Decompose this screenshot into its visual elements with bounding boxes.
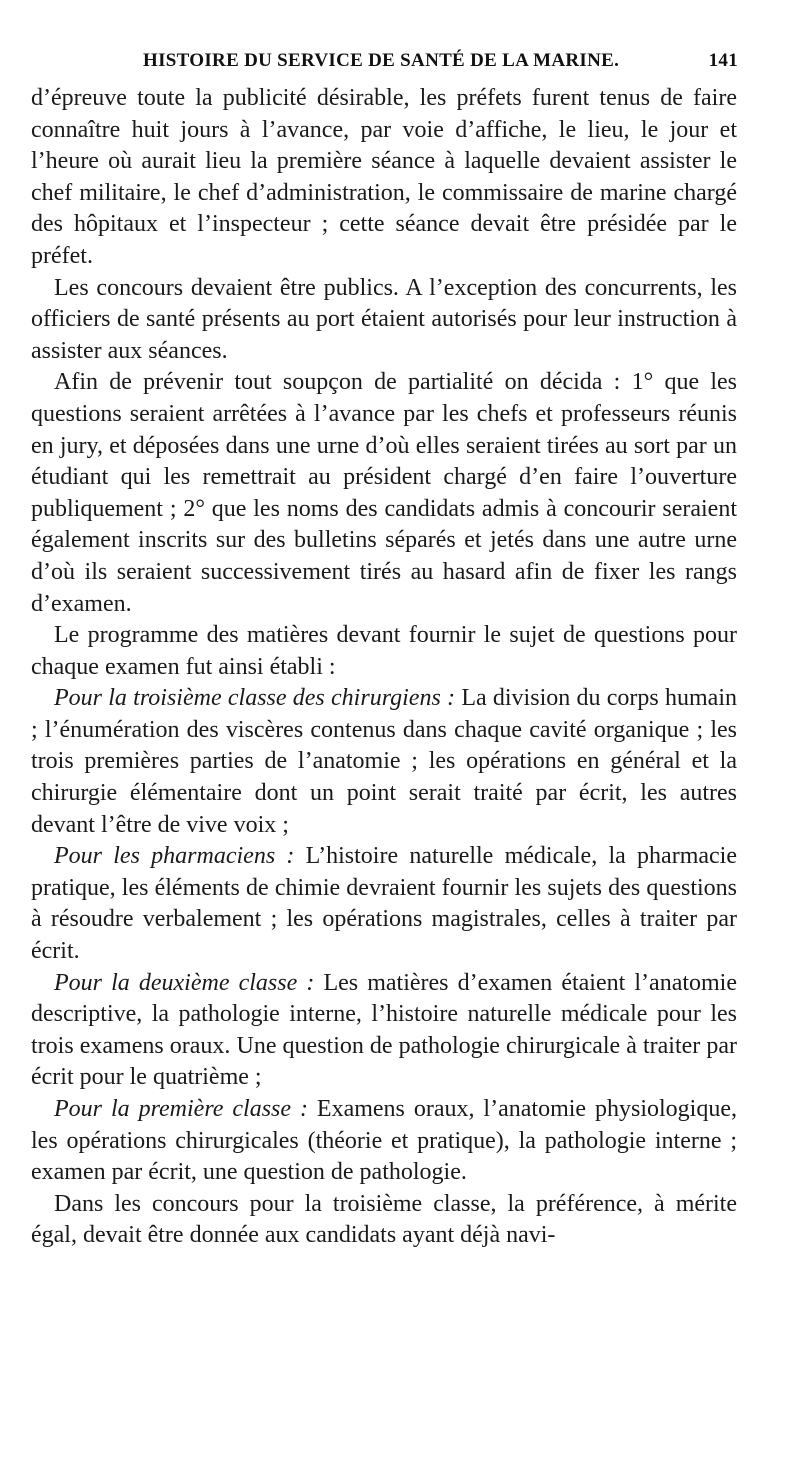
paragraph-8: Pour la première classe : Examens oraux, l’anatomie physiologique, les opérations chirurgicales (théorie et pratique), la pathologie interne ; examen par écrit, une question de pathologie.: [31, 1096, 737, 1186]
paragraph-lead: Pour la première classe :: [54, 1096, 308, 1122]
paragraph-7: Pour la deuxième classe : Les matières d’examen étaient l’anatomie descriptive, la pathologie interne, l’histoire naturelle médicale pour les trois examens oraux. Une question de pathologie chirurgicale à traiter par écrit pour le quatrième ;: [31, 969, 738, 1091]
running-title: HISTOIRE DU SERVICE DE SANTÉ DE LA MARINE.: [143, 50, 620, 71]
paragraph-9: Dans les concours pour la troisième classe, la préférence, à mérite égal, devait être donnée aux candidats ayant déjà navi-: [31, 1190, 737, 1249]
page-number: 141: [708, 50, 738, 71]
paragraph-4: Le programme des matières devant fournir le sujet de questions pour chaque examen fut ainsi établi :: [31, 622, 737, 680]
body-text: [31, 83, 737, 1252]
paragraph-2: Les concours devaient être publics. A l’exception des concurrents, les officiers de santé présents au port étaient autorisés pour leur instruction à assister aux séances.: [31, 274, 737, 364]
paragraph-lead: Pour les pharmaciens :: [54, 843, 295, 870]
paragraph-5: Pour la troisième classe des chirurgiens : La division du corps humain ; l’énumération des viscères contenus dans chaque cavité organique ; les trois premières parties de l’anatomie ; les opérations en général et la chirurgie élémentaire dont un point serait traité par écrit, les autres devant l’être de vive voix ;: [31, 685, 737, 838]
paragraph-lead: Pour la deuxième classe :: [54, 969, 315, 996]
running-header: [143, 50, 738, 76]
paragraph-1: d’épreuve toute la publicité désirable, les préfets furent tenus de faire connaître huit jours à l’avance, par voie d’affiche, le lieu, le jour et l’heure où aurait lieu la première séance à laquelle devaient assister le chef militaire, le chef d’administration, le commissaire de marine chargé des hôpitaux et l’inspecteur ; cette séance devait être présidée par le préfet.: [31, 85, 737, 269]
paragraph-6: Pour les pharmaciens : L’histoire naturelle médicale, la pharmacie pratique, les éléments de chimie devraient fournir les sujets des questions à résoudre verbalement ; les opérations magistrales, celles à traiter par écrit.: [31, 843, 737, 965]
paragraph-lead: Pour la troisième classe des chirurgiens :: [54, 685, 456, 712]
paragraph-3: Afin de prévenir tout soupçon de partialité on décida : 1° que les questions seraient arrêtées à l’avance par les chefs et professeurs réunis en jury, et déposées dans une urne d’où elles seraient tirées au sort par un étudiant qui les remettrait au président chargé d’en faire l’ouverture publiquement ; 2° que les noms des candidats admis à concourir seraient également inscrits sur des bulletins séparés et jetés dans une autre urne d’où ils seraient successivement tirés au hasard afin de fixer les rangs d’examen.: [31, 369, 737, 617]
